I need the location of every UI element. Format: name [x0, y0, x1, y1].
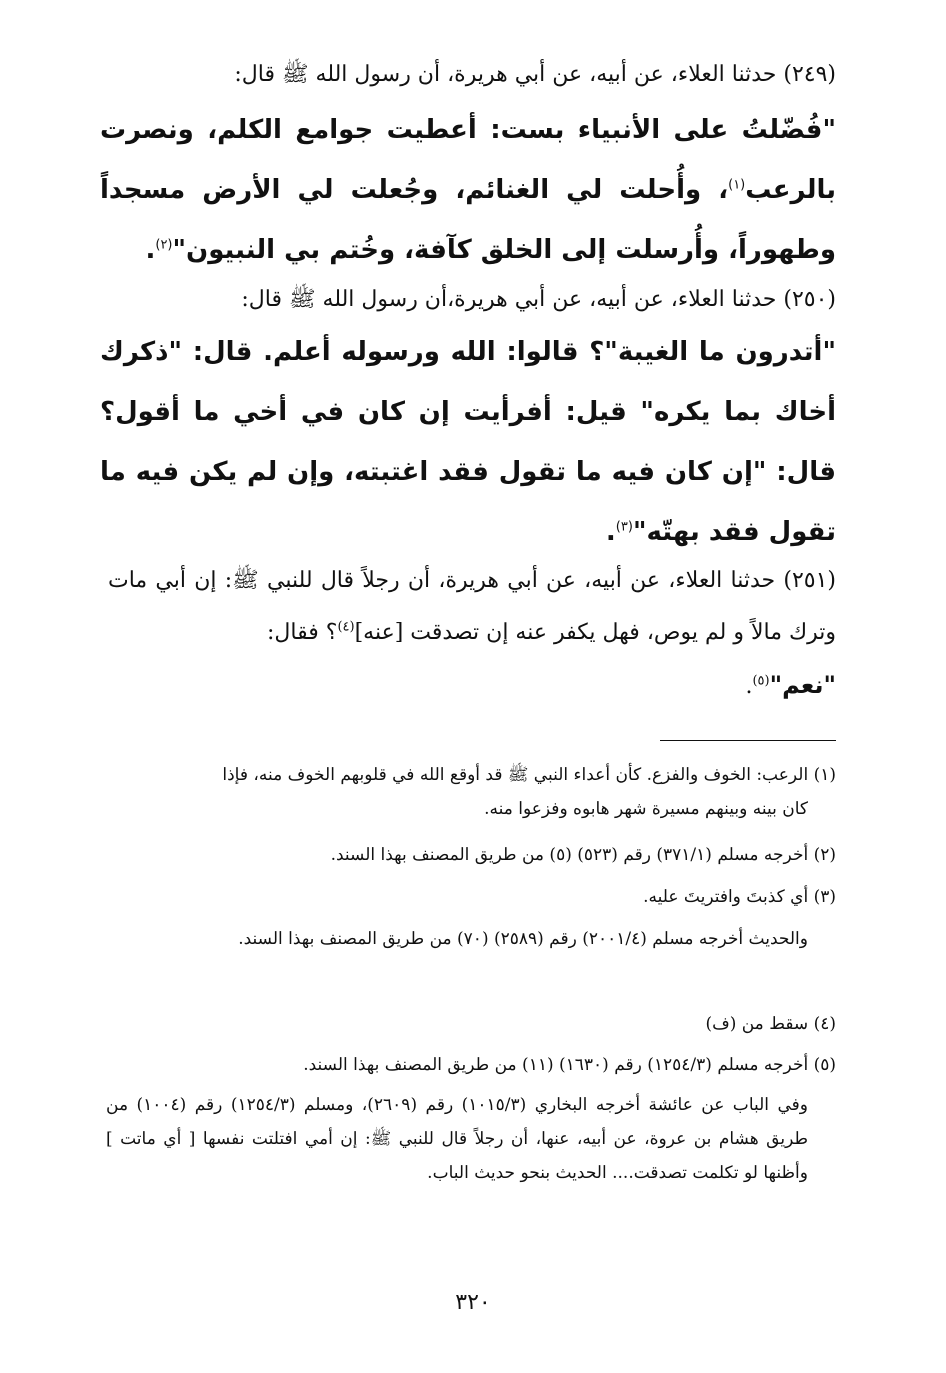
- footnote-3-cont-text: والحديث أخرجه مسلم (٢٠٠١/٤) رقم (٢٥٨٩) (٧٠) من طريق المصنف بهذا السند.: [238, 929, 808, 949]
- footnote-5-cont-text: وفي الباب عن عائشة أخرجه البخاري (١٠١٥/٣) رقم (٢٦٠٩)، ومسلم (١٢٥٤/٣) رقم (١٠٠٤) من طريق هشام بن عروة، عن أبيه، عنها، أن رجلاً قال للنبي ﷺ: إن أمي افتلتت نفسها [ أي ماتت ] وأظنها لو تكلمت تصدقت.... الحديث بنحو حديث الباب.: [106, 1095, 808, 1183]
- footnote-5-continuation: [106, 1088, 808, 1190]
- footnote-4: [106, 1007, 836, 1041]
- footnote-separator: [660, 740, 836, 741]
- footnote-3-continuation: [106, 922, 808, 956]
- footnote-5: [106, 1048, 836, 1082]
- hadith-250-matn-text: "أتدرون ما الغيبة"؟ قالوا: الله ورسوله أعلم. قال: "ذكرك أخاك بما يكره" قيل: أفرأيت إن كان في أخي ما أقول؟ قال: "إن كان فيه ما تقول فقد اغتبته، وإن لم يكن فيه ما تقول فقد بهتّه": [100, 337, 836, 547]
- footnote-1-cont-text: كان بينه وبينهم مسيرة شهر هابوه وفزعوا منه.: [484, 799, 808, 819]
- footnote-2: [106, 838, 836, 872]
- page-number: ٣٢٠: [455, 1290, 491, 1315]
- hadith-251-text-2: ؟ فقال:: [267, 620, 338, 645]
- footnote-ref-5[interactable]: (٥): [752, 673, 770, 689]
- footnote-ref-3[interactable]: (٣): [615, 519, 633, 535]
- hadith-251: [108, 555, 836, 713]
- footnote-3: [106, 880, 836, 914]
- hadith-250-isnad: [108, 285, 836, 315]
- footnote-ref-4[interactable]: (٤): [337, 619, 355, 635]
- hadith-249-matn: [100, 100, 836, 280]
- footnote-1: [106, 758, 836, 792]
- footnote-4-text: (٤) سقط من (ف): [705, 1014, 836, 1034]
- footnote-1-text: (١) الرعب: الخوف والفزع. كأن أعداء النبي ﷺ قد أوقع الله في قلوبهم الخوف منه، فإذا: [222, 765, 836, 785]
- hadith-249-matn-text-2: ، وأُحلت لي الغنائم، وجُعلت لي الأرض مسجداً وطهوراً، وأُرسلت إلى الخلق كآفة، وخُتم بي النبيون": [100, 175, 836, 265]
- hadith-249-matn-text: "فُضّلتُ على الأنبياء بست: أعطيت جوامع الكلم، ونصرت بالرعب: [100, 115, 836, 205]
- footnote-1-continuation: [106, 792, 808, 826]
- hadith-251-answer: "نعم": [769, 671, 836, 699]
- footnote-2-text: (٢) أخرجه مسلم (٣٧١/١) رقم (٥٢٣) (٥) من طريق المصنف بهذا السند.: [330, 845, 836, 865]
- hadith-250-isnad-text: (٢٥٠) حدثنا العلاء، عن أبيه، عن أبي هريرة،أن رسول الله ﷺ قال:: [241, 287, 836, 312]
- footnote-5-text: (٥) أخرجه مسلم (١٢٥٤/٣) رقم (١٦٣٠) (١١) من طريق المصنف بهذا السند.: [303, 1055, 836, 1075]
- hadith-250-matn: [100, 322, 836, 562]
- hadith-251-end: .: [745, 674, 753, 699]
- hadith-251-text: (٢٥١) حدثنا العلاء، عن أبيه، عن أبي هريرة، أن رجلاً قال للنبي ﷺ: إن أبي مات وترك مالاً و لم يوص، فهل يكفر عنه إن تصدقت [عنه]: [108, 568, 836, 645]
- hadith-249-end: .: [145, 235, 156, 265]
- footnote-3-text: (٣) أي كذبتَ وافتريتَ عليه.: [643, 887, 836, 907]
- hadith-250-end: .: [605, 517, 616, 547]
- hadith-249-isnad-text: (٢٤٩) حدثنا العلاء، عن أبيه، عن أبي هريرة، أن رسول الله ﷺ قال:: [234, 62, 836, 87]
- hadith-249-isnad: [108, 60, 836, 90]
- footnote-ref-2[interactable]: (٢): [155, 237, 173, 253]
- footnote-ref-1[interactable]: (١): [728, 177, 746, 193]
